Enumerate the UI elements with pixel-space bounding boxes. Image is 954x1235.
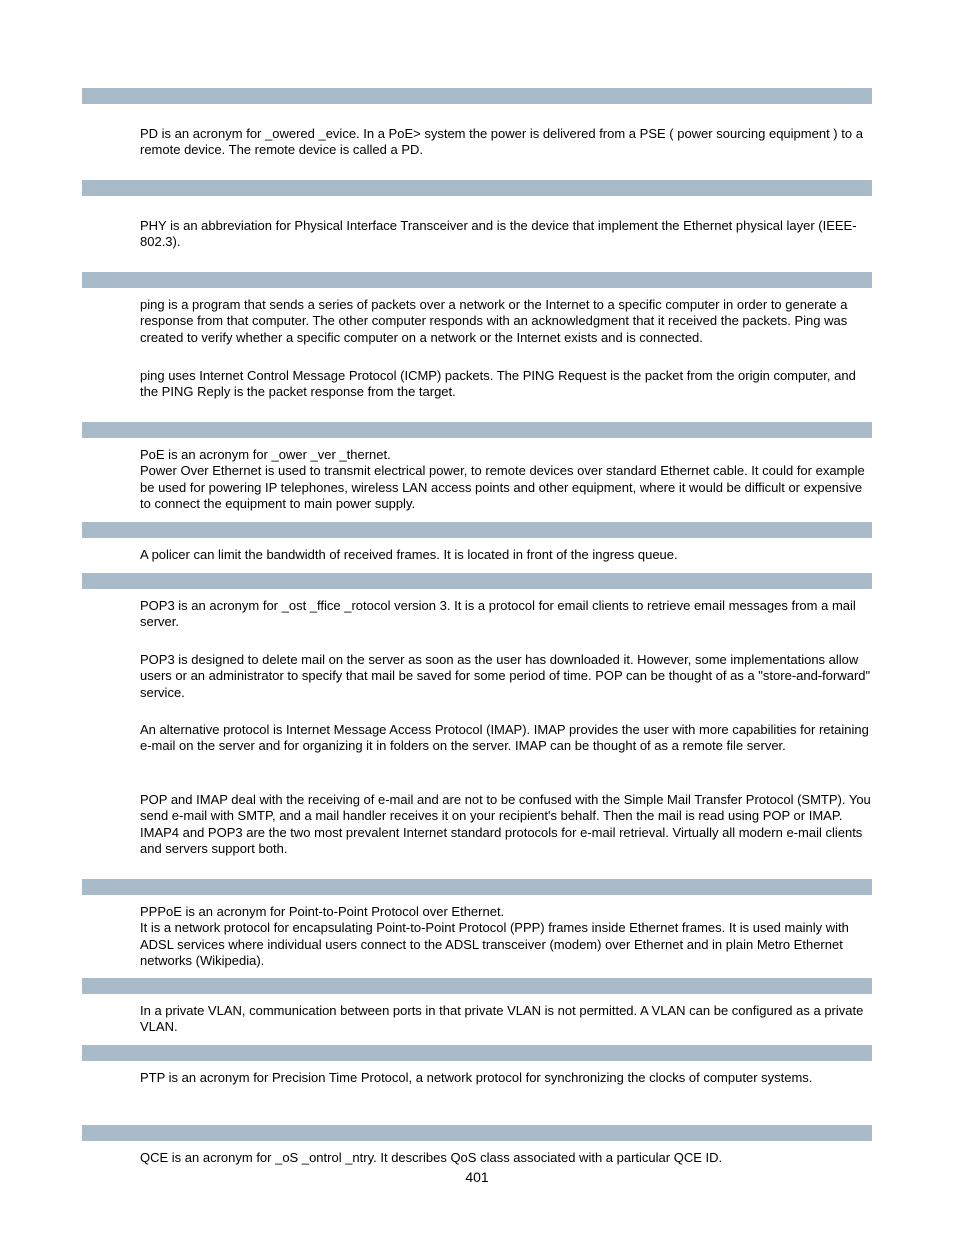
poe-description: Power Over Ethernet is used to transmit electrical power, to remote devices over standard Ethernet cable. It could for example be used for powering IP telephones, wireless LAN access points and other equipment, where it would be difficult or expensive to connect the equipment to main power supply. <box>140 463 865 511</box>
pop3-smtp-note: POP and IMAP deal with the receiving of e-mail and are not to be confused with the Simple Mail Transfer Protocol (SMTP). You send e-mail with SMTP, and a mail handler receives it on your recipient's behalf. Then the mail is read using POP or IMAP. IMAP4 and POP3 are the two most prevalent Internet standard protocols for e-mail retrieval. Virtually all modern e-mail clients and servers support both. <box>140 792 871 856</box>
pop3-delete-behavior: POP3 is designed to delete mail on the server as soon as the user has downloaded it. However, some implementations allow users or an administrator to specify that mail be saved for some period of time. POP can be thought of as a "store-and-forward" service. <box>140 652 871 700</box>
section-header-bar-ptp <box>82 1045 872 1061</box>
section-header-bar-pop3 <box>82 573 872 589</box>
poe-acronym-line: PoE is an acronym for _ower _ver _thernet. <box>140 447 391 462</box>
section-header-bar-phy <box>82 180 872 196</box>
pop3-imap-alternative: An alternative protocol is Internet Message Access Protocol (IMAP). IMAP provides the user with more capabilities for retaining e-mail on the server and for organizing it in folders on the server. IMAP can be thought of as a remote file server. <box>140 722 869 754</box>
private-vlan-definition: In a private VLAN, communication between ports in that private VLAN is not permitted. A VLAN can be configured as a private VLAN. <box>140 1003 864 1035</box>
qce-definition: QCE is an acronym for _oS _ontrol _ntry. It describes QoS class associated with a particular QCE ID. <box>140 1150 723 1165</box>
policer-definition: A policer can limit the bandwidth of received frames. It is located in front of the ingress queue. <box>140 547 678 562</box>
ping-definition: ping is a program that sends a series of packets over a network or the Internet to a specific computer in order to generate a response from that computer. The other computer responds with an acknowledgment that it received the packets. Ping was created to verify whether a specific computer on a network or the Internet exists and is connected. <box>140 297 848 345</box>
section-header-bar-pppoe <box>82 879 872 895</box>
section-header-bar-pd <box>82 88 872 104</box>
pppoe-description: It is a network protocol for encapsulating Point-to-Point Protocol (PPP) frames inside Ethernet frames. It is used mainly with ADSL services where individual users connect to the ADSL transceiver (modem) over Ethernet and in plain Metro Ethernet networks (Wikipedia). <box>140 920 849 968</box>
pd-definition: PD is an acronym for _owered _evice. In a PoE> system the power is delivered from a PSE ( power sourcing equipment ) to a remote device. The remote device is called a PD. <box>140 126 863 158</box>
phy-definition: PHY is an abbreviation for Physical Interface Transceiver and is the device that implement the Ethernet physical layer (IEEE-802.3). <box>140 218 857 250</box>
ptp-definition: PTP is an acronym for Precision Time Protocol, a network protocol for synchronizing the clocks of computer systems. <box>140 1070 813 1085</box>
section-header-bar-policer <box>82 522 872 538</box>
pppoe-definition <box>140 904 872 969</box>
section-header-bar-poe <box>82 422 872 438</box>
section-header-bar-ping <box>82 272 872 288</box>
section-header-bar-qce <box>82 1125 872 1141</box>
ping-icmp-note: ping uses Internet Control Message Protocol (ICMP) packets. The PING Request is the packet from the origin computer, and the PING Reply is the packet response from the target. <box>140 368 856 400</box>
page-number: 401 <box>465 1169 489 1185</box>
section-header-bar-private-vlan <box>82 978 872 994</box>
pop3-definition: POP3 is an acronym for _ost _ffice _rotocol version 3. It is a protocol for email clients to retrieve email messages from a mail server. <box>140 598 856 630</box>
pppoe-acronym-line: PPPoE is an acronym for Point-to-Point Protocol over Ethernet. <box>140 904 505 919</box>
poe-definition <box>140 447 872 512</box>
